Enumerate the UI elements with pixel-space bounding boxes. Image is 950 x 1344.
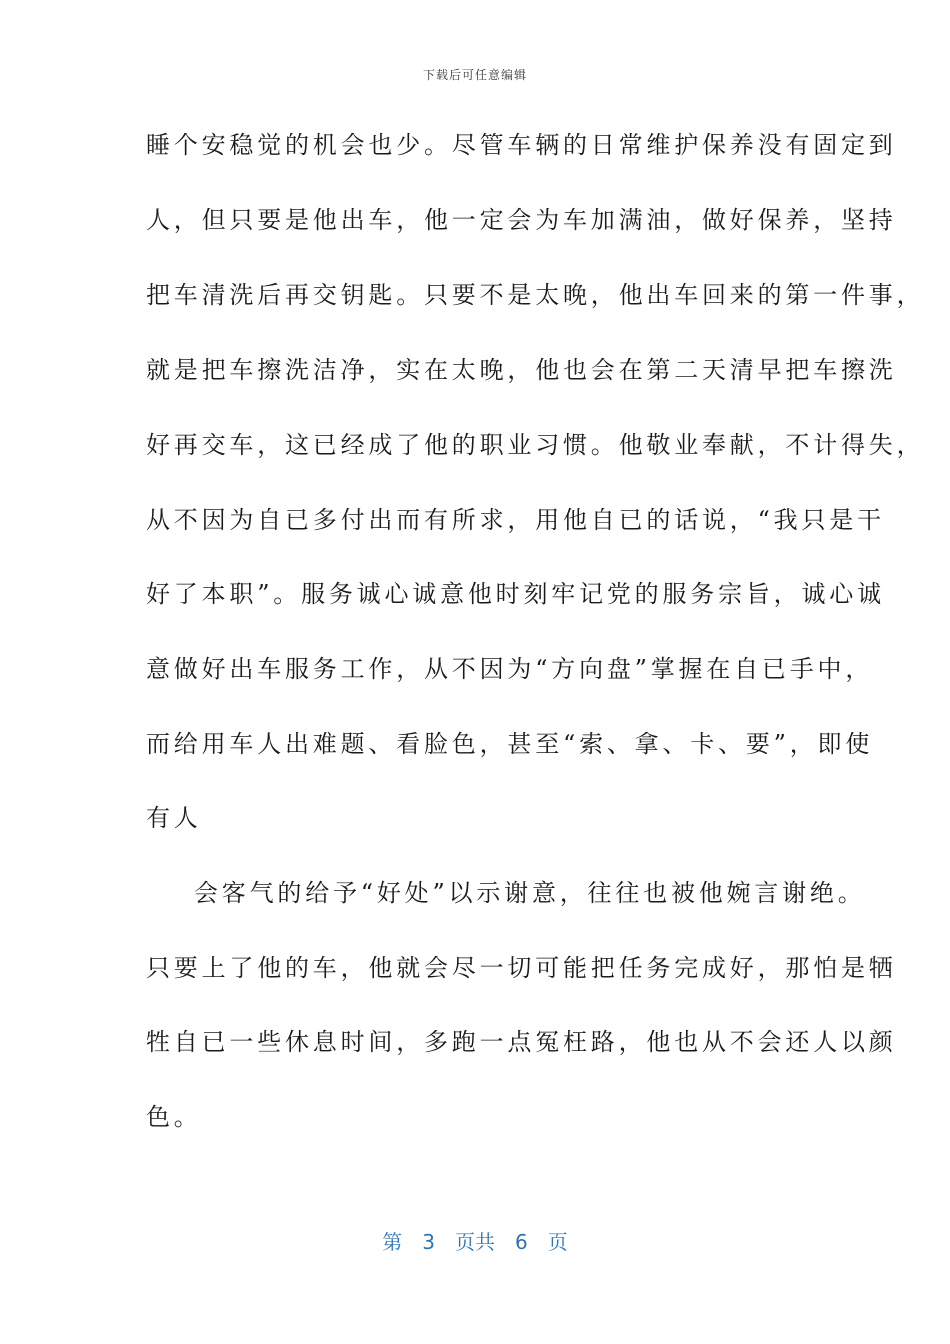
body-line: 好再交车，这已经成了他的职业习惯。他敬业奉献，不计得失， xyxy=(146,431,925,459)
body-line: 只要上了他的车，他就会尽一切可能把任务完成好，那怕是牺 xyxy=(146,954,897,982)
body-line: 从不因为自已多付出而有所求，用他自已的话说，“我只是干 xyxy=(146,506,885,534)
page-header: 下载后可任意编辑 xyxy=(422,68,527,82)
body-line: 色。 xyxy=(146,1103,202,1131)
body-line: 牲自已一些休息时间，多跑一点冤枉路，他也从不会还人以颜 xyxy=(146,1028,897,1056)
body-line: 好了本职”。服务诚心诚意他时刻牢记党的服务宗旨，诚心诚 xyxy=(146,580,885,608)
body-line: 而给用车人出难题、看脸色，甚至“索、拿、卡、要”，即使 xyxy=(146,730,874,758)
body-line: 把车清洗后再交钥匙。只要不是太晚，他出车回来的第一件事， xyxy=(146,281,925,309)
body-line: 有人 xyxy=(146,804,202,832)
body-line: 睡个安稳觉的机会也少。尽管车辆的日常维护保养没有固定到 xyxy=(146,131,897,159)
body-line: 意做好出车服务工作，从不因为“方向盘”掌握在自已手中， xyxy=(146,655,874,683)
body-line: 就是把车擦洗洁净，实在太晚，他也会在第二天清早把车擦洗 xyxy=(146,356,897,384)
body-line: 人，但只要是他出车，他一定会为车加满油，做好保养，坚持 xyxy=(146,206,897,234)
body-line-indented: 会客气的给予“好处”以示谢意，往往也被他婉言谢绝。 xyxy=(194,879,866,907)
page-number-footer: 第 3 页共 6 页 xyxy=(382,1230,568,1254)
